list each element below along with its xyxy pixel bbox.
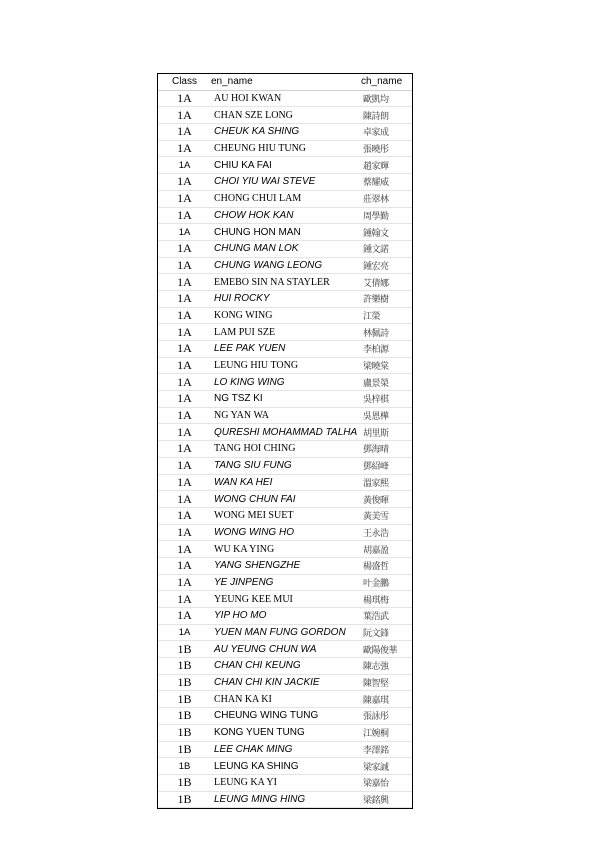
class-cell: 1A (158, 107, 211, 124)
ch-name-cell: 林佩詩 (361, 324, 412, 341)
table-row (158, 90, 412, 107)
table-row (158, 674, 412, 691)
class-cell: 1B (158, 741, 211, 758)
en-name-cell: YIP HO MO (211, 608, 361, 625)
en-name-cell: TANG SIU FUNG (211, 457, 361, 474)
ch-name-cell: 楊琪梅 (361, 591, 412, 608)
class-cell: 1A (158, 341, 211, 358)
en-name-cell: CHUNG HON MAN (211, 224, 361, 241)
class-cell: 1B (158, 724, 211, 741)
en-name-cell: CHAN KA KI (211, 691, 361, 708)
ch-name-cell: 歐陽俊華 (361, 641, 412, 658)
en-name-cell: NG TSZ KI (211, 391, 361, 408)
table-row (158, 724, 412, 741)
class-cell: 1A (158, 424, 211, 441)
class-cell: 1A (158, 608, 211, 625)
class-cell: 1B (158, 708, 211, 725)
table-row (158, 374, 412, 391)
ch-name-cell: 盧景榮 (361, 374, 412, 391)
en-name-cell: YUEN MAN FUNG GORDON (211, 624, 361, 641)
ch-name-cell: 梁家誠 (361, 758, 412, 775)
en-name-cell: YEUNG KEE MUI (211, 591, 361, 608)
table-row (158, 240, 412, 257)
class-cell: 1A (158, 541, 211, 558)
class-cell: 1A (158, 391, 211, 408)
ch-name-cell: 吳恩樺 (361, 407, 412, 424)
table-row (158, 407, 412, 424)
ch-name-cell: 周學勤 (361, 207, 412, 224)
en-name-cell: LEUNG KA SHING (211, 758, 361, 775)
ch-name-cell: 歐凱均 (361, 90, 412, 107)
ch-name-cell: 陳志強 (361, 658, 412, 675)
ch-name-cell: 梁曉棠 (361, 357, 412, 374)
table-row (158, 591, 412, 608)
en-name-cell: CHAN CHI KIN JACKIE (211, 674, 361, 691)
table-row (158, 791, 412, 808)
ch-name-cell: 李澤銘 (361, 741, 412, 758)
table-row (158, 741, 412, 758)
class-cell: 1A (158, 157, 211, 174)
ch-name-cell: 葉浩武 (361, 608, 412, 625)
en-name-cell: EMEBO SIN NA STAYLER (211, 274, 361, 291)
en-name-cell: QURESHI MOHAMMAD TALHA (211, 424, 361, 441)
en-name-cell: YANG SHENGZHE (211, 557, 361, 574)
ch-name-cell: 張曉彤 (361, 140, 412, 157)
ch-name-cell: 鄧海晴 (361, 441, 412, 458)
roster-body (158, 90, 412, 808)
class-cell: 1A (158, 457, 211, 474)
en-name-cell: KONG YUEN TUNG (211, 724, 361, 741)
ch-name-cell: 蔡耀威 (361, 174, 412, 191)
ch-name-cell: 許樂樹 (361, 290, 412, 307)
en-name-cell: KONG WING (211, 307, 361, 324)
table-row (158, 157, 412, 174)
table-row (158, 391, 412, 408)
class-cell: 1A (158, 491, 211, 508)
header-row (158, 74, 412, 90)
table-row (158, 524, 412, 541)
class-cell: 1B (158, 674, 211, 691)
class-cell: 1A (158, 474, 211, 491)
ch-name-cell: 叶金鵬 (361, 574, 412, 591)
table-row (158, 107, 412, 124)
ch-name-cell: 胡里斯 (361, 424, 412, 441)
class-cell: 1B (158, 791, 211, 808)
table-row (158, 708, 412, 725)
en-name-cell: CHUNG MAN LOK (211, 240, 361, 257)
en-name-cell: LEE CHAK MING (211, 741, 361, 758)
ch-name-cell: 鍾宏亮 (361, 257, 412, 274)
table-row (158, 624, 412, 641)
class-cell: 1A (158, 524, 211, 541)
ch-name-cell: 梁銘興 (361, 791, 412, 808)
class-cell: 1A (158, 207, 211, 224)
header-class: Class (158, 74, 211, 90)
class-cell: 1A (158, 124, 211, 141)
class-cell: 1A (158, 307, 211, 324)
ch-name-cell: 陳智堅 (361, 674, 412, 691)
en-name-cell: CHOI YIU WAI STEVE (211, 174, 361, 191)
ch-name-cell: 阮文鋒 (361, 624, 412, 641)
class-cell: 1B (158, 658, 211, 675)
class-cell: 1A (158, 441, 211, 458)
en-name-cell: LEUNG MING HING (211, 791, 361, 808)
en-name-cell: CHONG CHUI LAM (211, 190, 361, 207)
ch-name-cell: 楊盛哲 (361, 557, 412, 574)
table-row (158, 658, 412, 675)
en-name-cell: CHAN SZE LONG (211, 107, 361, 124)
table-row (158, 257, 412, 274)
class-cell: 1A (158, 574, 211, 591)
ch-name-cell: 卓家成 (361, 124, 412, 141)
table-row (158, 774, 412, 791)
class-cell: 1A (158, 557, 211, 574)
table-row (158, 307, 412, 324)
class-cell: 1A (158, 624, 211, 641)
table-row (158, 441, 412, 458)
ch-name-cell: 李柏源 (361, 341, 412, 358)
ch-name-cell: 胡嘉盈 (361, 541, 412, 558)
table-row (158, 357, 412, 374)
table-row (158, 474, 412, 491)
ch-name-cell: 鍾翰文 (361, 224, 412, 241)
ch-name-cell: 鍾文諾 (361, 240, 412, 257)
ch-name-cell: 吳梓棋 (361, 391, 412, 408)
ch-name-cell: 梁嘉怡 (361, 774, 412, 791)
class-cell: 1A (158, 290, 211, 307)
ch-name-cell: 莊翠林 (361, 190, 412, 207)
table-row (158, 758, 412, 775)
ch-name-cell: 王永浩 (361, 524, 412, 541)
class-cell: 1B (158, 758, 211, 775)
ch-name-cell: 鄧紹峰 (361, 457, 412, 474)
table-row (158, 290, 412, 307)
en-name-cell: CHEUNG WING TUNG (211, 708, 361, 725)
class-cell: 1A (158, 407, 211, 424)
ch-name-cell: 黃美雪 (361, 507, 412, 524)
table-row (158, 691, 412, 708)
table-row (158, 641, 412, 658)
table-row (158, 557, 412, 574)
en-name-cell: WONG CHUN FAI (211, 491, 361, 508)
en-name-cell: LEUNG HIU TONG (211, 357, 361, 374)
table-row (158, 140, 412, 157)
ch-name-cell: 陳詩朗 (361, 107, 412, 124)
class-cell: 1B (158, 691, 211, 708)
table-row (158, 507, 412, 524)
en-name-cell: AU HOI KWAN (211, 90, 361, 107)
en-name-cell: LEE PAK YUEN (211, 341, 361, 358)
en-name-cell: CHAN CHI KEUNG (211, 658, 361, 675)
table-row (158, 174, 412, 191)
table-row (158, 207, 412, 224)
en-name-cell: CHOW HOK KAN (211, 207, 361, 224)
class-cell: 1A (158, 591, 211, 608)
header-en-name: en_name (211, 74, 361, 90)
ch-name-cell: 黃俊暉 (361, 491, 412, 508)
en-name-cell: CHUNG WANG LEONG (211, 257, 361, 274)
class-cell: 1A (158, 374, 211, 391)
header-ch-name: ch_name (361, 74, 412, 90)
class-cell: 1B (158, 641, 211, 658)
class-cell: 1B (158, 774, 211, 791)
en-name-cell: CHIU KA FAI (211, 157, 361, 174)
en-name-cell: WONG WING HO (211, 524, 361, 541)
table-row (158, 190, 412, 207)
class-cell: 1A (158, 357, 211, 374)
en-name-cell: CHEUK KA SHING (211, 124, 361, 141)
table-row (158, 574, 412, 591)
class-cell: 1A (158, 240, 211, 257)
class-cell: 1A (158, 324, 211, 341)
ch-name-cell: 陳嘉琪 (361, 691, 412, 708)
en-name-cell: WU KA YING (211, 541, 361, 558)
table-row (158, 608, 412, 625)
en-name-cell: AU YEUNG CHUN WA (211, 641, 361, 658)
table-row (158, 324, 412, 341)
table-row (158, 124, 412, 141)
en-name-cell: WONG MEI SUET (211, 507, 361, 524)
class-cell: 1A (158, 274, 211, 291)
ch-name-cell: 張詠彤 (361, 708, 412, 725)
en-name-cell: CHEUNG HIU TUNG (211, 140, 361, 157)
roster-table-frame (157, 73, 413, 809)
class-cell: 1A (158, 140, 211, 157)
ch-name-cell: 趙家輝 (361, 157, 412, 174)
student-roster-table (158, 74, 412, 808)
en-name-cell: LAM PUI SZE (211, 324, 361, 341)
en-name-cell: NG YAN WA (211, 407, 361, 424)
table-row (158, 274, 412, 291)
class-cell: 1A (158, 174, 211, 191)
en-name-cell: HUI ROCKY (211, 290, 361, 307)
table-row (158, 541, 412, 558)
ch-name-cell: 溫家熙 (361, 474, 412, 491)
table-row (158, 491, 412, 508)
en-name-cell: YE JINPENG (211, 574, 361, 591)
class-cell: 1A (158, 190, 211, 207)
table-row (158, 341, 412, 358)
class-cell: 1A (158, 224, 211, 241)
class-cell: 1A (158, 90, 211, 107)
ch-name-cell: 江婉桐 (361, 724, 412, 741)
class-cell: 1A (158, 507, 211, 524)
ch-name-cell: 江榮 (361, 307, 412, 324)
en-name-cell: LO KING WING (211, 374, 361, 391)
en-name-cell: LEUNG KA YI (211, 774, 361, 791)
en-name-cell: WAN KA HEI (211, 474, 361, 491)
table-row (158, 424, 412, 441)
table-row (158, 457, 412, 474)
en-name-cell: TANG HOI CHING (211, 441, 361, 458)
class-cell: 1A (158, 257, 211, 274)
ch-name-cell: 艾倩娜 (361, 274, 412, 291)
table-row (158, 224, 412, 241)
